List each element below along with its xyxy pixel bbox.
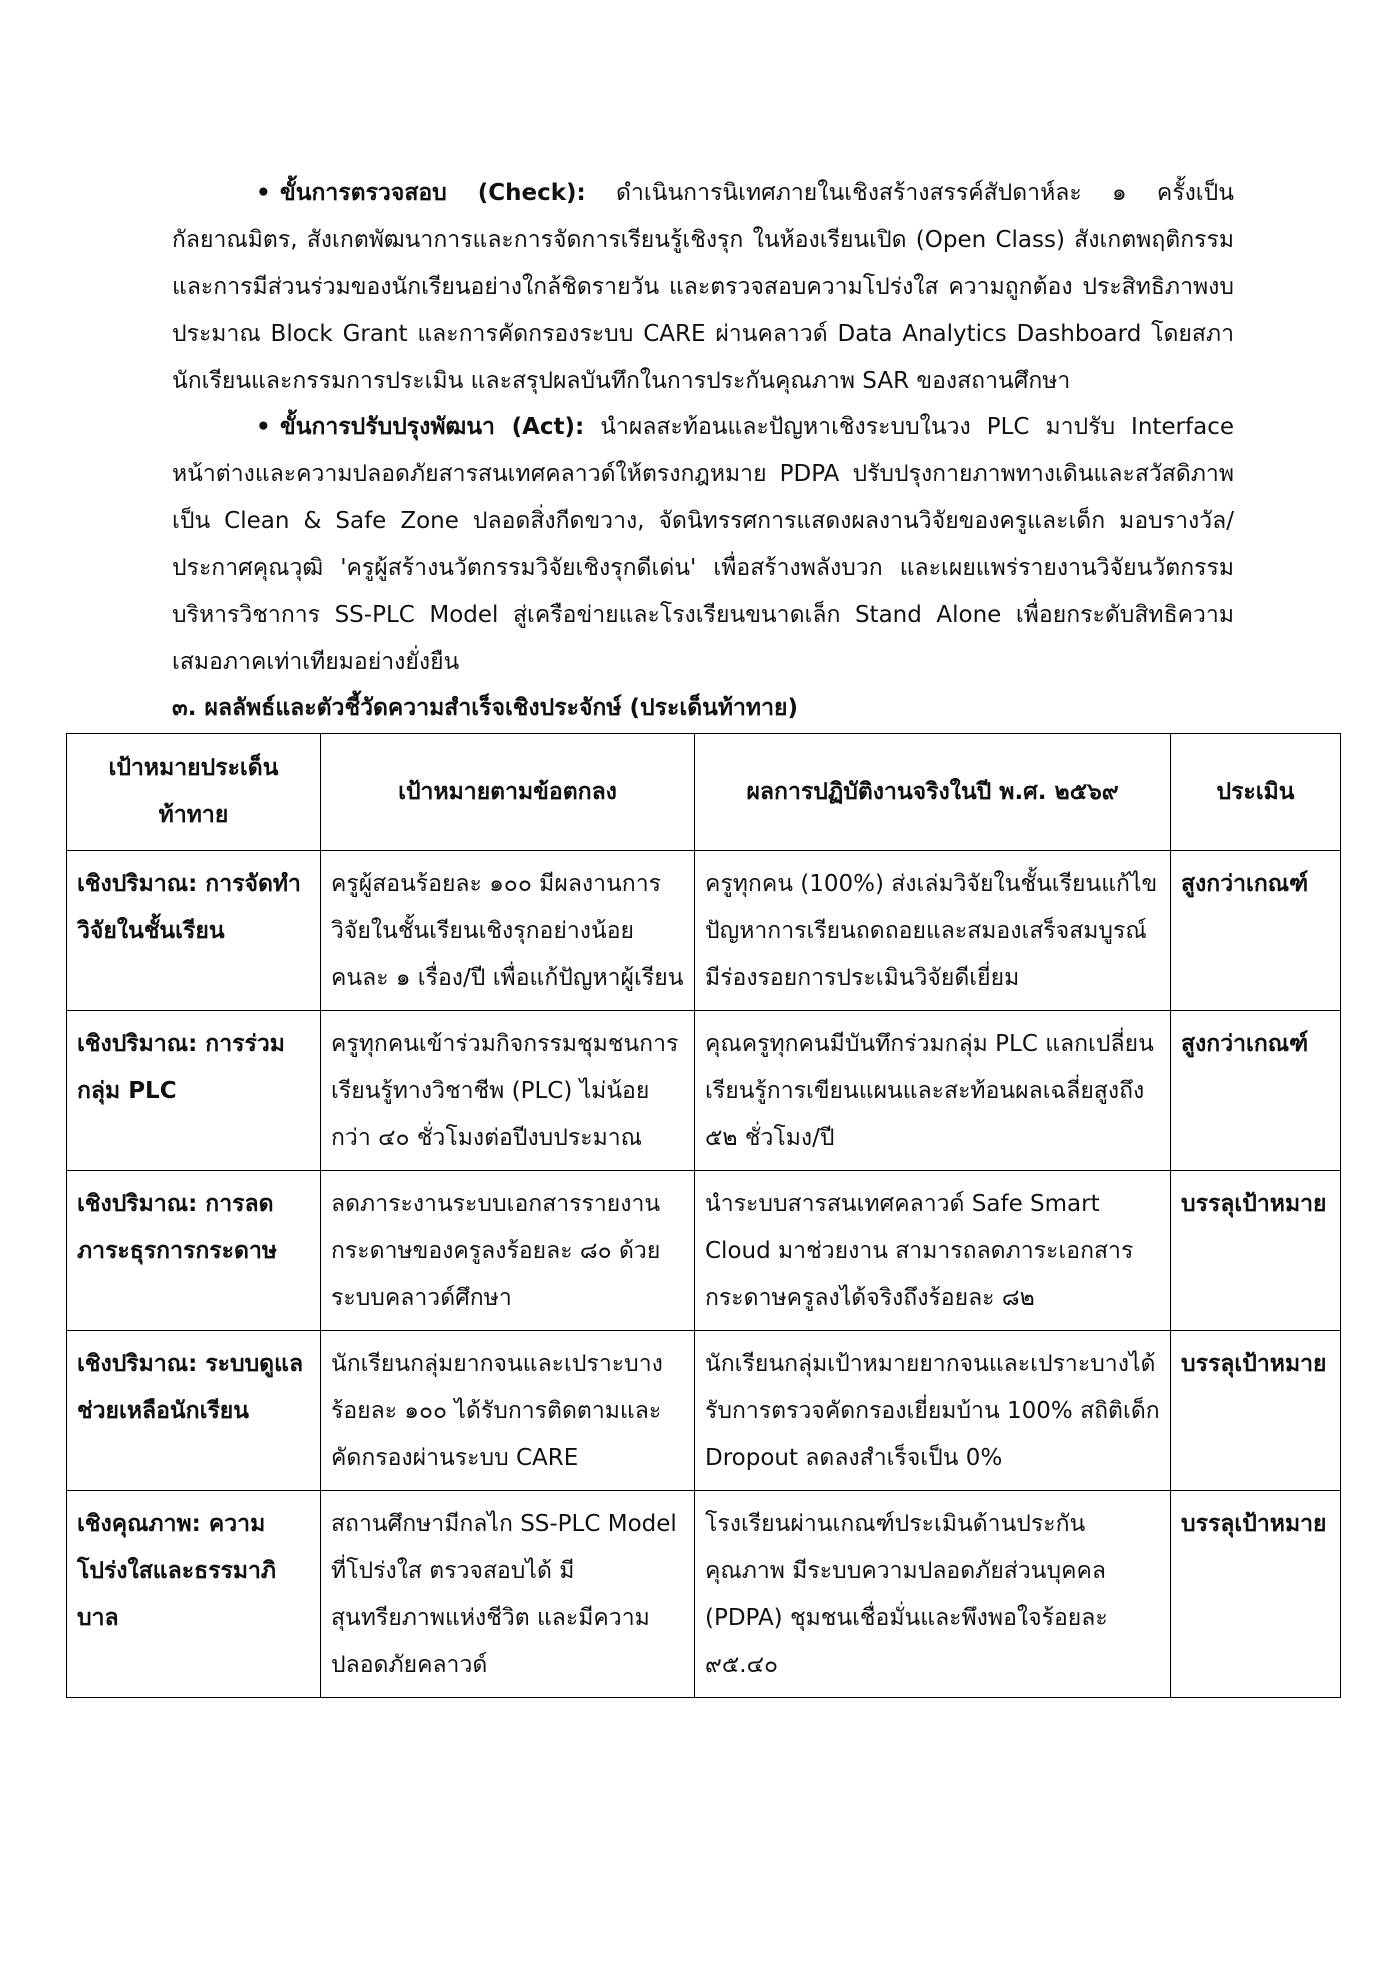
check-label: ขั้นการตรวจสอบ (Check):	[280, 180, 586, 206]
table-row	[67, 1331, 1341, 1491]
header-target: เป้าหมายตามข้อตกลง	[321, 734, 695, 851]
paragraph-check	[172, 170, 1234, 405]
cell-result: คุณครูทุกคนมีบันทึกร่วมกลุ่ม PLC แลกเปลี่ยนเรียนรู้การเขียนแผนและสะท้อนผลเฉลี่ยสูงถึง ๕๒ ชั่วโมง/ปี	[695, 1011, 1171, 1171]
header-result: ผลการปฏิบัติงานจริงในปี พ.ศ. ๒๕๖๙	[695, 734, 1171, 851]
cell-target: ลดภาระงานระบบเอกสารรายงานกระดาษของครูลงร้อยละ ๘๐ ด้วยระบบคลาวด์ศึกษา	[321, 1171, 695, 1331]
cell-target: สถานศึกษามีกลไก SS-PLC Model ที่โปร่งใส ตรวจสอบได้ มีสุนทรียภาพแห่งชีวิต และมีความปลอดภัยคลาวด์	[321, 1491, 695, 1698]
cell-result: นักเรียนกลุ่มเป้าหมายยากจนและเปราะบางได้รับการตรวจคัดกรองเยี่ยมบ้าน 100% สถิติเด็ก Dropout ลดลงสำเร็จเป็น 0%	[695, 1331, 1171, 1491]
cell-evaluation: บรรลุเป้าหมาย	[1171, 1331, 1341, 1491]
table-row	[67, 1491, 1341, 1698]
results-table	[66, 733, 1341, 1698]
cell-target: ครูผู้สอนร้อยละ ๑๐๐ มีผลงานการวิจัยในชั้นเรียนเชิงรุกอย่างน้อยคนละ ๑ เรื่อง/ปี เพื่อแก้ปัญหาผู้เรียน	[321, 851, 695, 1011]
cell-goal: เชิงปริมาณ: การลดภาระธุรการกระดาษ	[67, 1171, 321, 1331]
cell-goal: เชิงปริมาณ: การจัดทำวิจัยในชั้นเรียน	[67, 851, 321, 1011]
paragraph-act	[172, 404, 1234, 686]
cell-goal: เชิงคุณภาพ: ความโปร่งใสและธรรมาภิบาล	[67, 1491, 321, 1698]
cell-result: โรงเรียนผ่านเกณฑ์ประเมินด้านประกันคุณภาพ มีระบบความปลอดภัยส่วนบุคคล (PDPA) ชุมชนเชื่อมั่นและพึงพอใจร้อยละ ๙๕.๔๐	[695, 1491, 1171, 1698]
cell-evaluation: บรรลุเป้าหมาย	[1171, 1491, 1341, 1698]
table-header-row	[67, 734, 1341, 851]
cell-goal: เชิงปริมาณ: ระบบดูแลช่วยเหลือนักเรียน	[67, 1331, 321, 1491]
section-heading: ๓. ผลลัพธ์และตัวชี้วัดความสำเร็จเชิงประจักษ์ (ประเด็นท้าทาย)	[172, 695, 798, 721]
cell-evaluation: สูงกว่าเกณฑ์	[1171, 1011, 1341, 1171]
header-evaluation: ประเมิน	[1171, 734, 1341, 851]
table-row	[67, 1011, 1341, 1171]
cell-result: ครูทุกคน (100%) ส่งเล่มวิจัยในชั้นเรียนแก้ไขปัญหาการเรียนถดถอยและสมองเสร็จสมบูรณ์ มีร่องรอยการประเมินวิจัยดีเยี่ยม	[695, 851, 1171, 1011]
cell-goal: เชิงปริมาณ: การร่วมกลุ่ม PLC	[67, 1011, 321, 1171]
cell-result: นำระบบสารสนเทศคลาวด์ Safe Smart Cloud มาช่วยงาน สามารถลดภาระเอกสารกระดาษครูลงได้จริงถึงร้อยละ ๘๒	[695, 1171, 1171, 1331]
cell-evaluation: สูงกว่าเกณฑ์	[1171, 851, 1341, 1011]
bullet-icon: •	[256, 180, 271, 206]
header-goal: เป้าหมายประเด็นท้าทาย	[67, 734, 321, 851]
check-text: ดำเนินการนิเทศภายในเชิงสร้างสรรค์สัปดาห์ละ ๑ ครั้งเป็นกัลยาณมิตร, สังเกตพัฒนาการและการจัดการเรียนรู้เชิงรุก ในห้องเรียนเปิด (Open Class) สังเกตพฤติกรรมและการมีส่วนร่วมของนักเรียนอย่างใกล้ชิดรายวัน และตรวจสอบความโปร่งใส ความถูกต้อง ประสิทธิภาพงบประมาณ Block Grant และการคัดกรองระบบ CARE ผ่านคลาวด์ Data Analytics Dashboard โดยสภานักเรียนและกรรมการประเมิน และสรุปผลบันทึกในการประกันคุณภาพ SAR ของสถานศึกษา	[172, 180, 1234, 394]
cell-evaluation: บรรลุเป้าหมาย	[1171, 1171, 1341, 1331]
cell-target: ครูทุกคนเข้าร่วมกิจกรรมชุมชนการเรียนรู้ทางวิชาชีพ (PLC) ไม่น้อยกว่า ๔๐ ชั่วโมงต่อปีงบประมาณ	[321, 1011, 695, 1171]
cell-target: นักเรียนกลุ่มยากจนและเปราะบางร้อยละ ๑๐๐ ได้รับการติดตามและคัดกรองผ่านระบบ CARE	[321, 1331, 695, 1491]
act-text: นำผลสะท้อนและปัญหาเชิงระบบในวง PLC มาปรับ Interface หน้าต่างและความปลอดภัยสารสนเทศคลาวด์ให้ตรงกฎหมาย PDPA ปรับปรุงกายภาพทางเดินและสวัสดิภาพเป็น Clean & Safe Zone ปลอดสิ่งกีดขวาง, จัดนิทรรศการแสดงผลงานวิจัยของครูและเด็ก มอบรางวัล/ประกาศคุณวุฒิ 'ครูผู้สร้างนวัตกรรมวิจัยเชิงรุกดีเด่น' เพื่อสร้างพลังบวก และเผยแพร่รายงานวิจัยนวัตกรรมบริหารวิชาการ SS-PLC Model สู่เครือข่ายและโรงเรียนขนาดเล็ก Stand Alone เพื่อยกระดับสิทธิความเสมอภาคเท่าเทียมอย่างยั่งยืน	[172, 414, 1235, 675]
bullet-icon: •	[256, 414, 271, 440]
table-row	[67, 851, 1341, 1011]
act-label: ขั้นการปรับปรุงพัฒนา (Act):	[280, 414, 585, 440]
table-row	[67, 1171, 1341, 1331]
